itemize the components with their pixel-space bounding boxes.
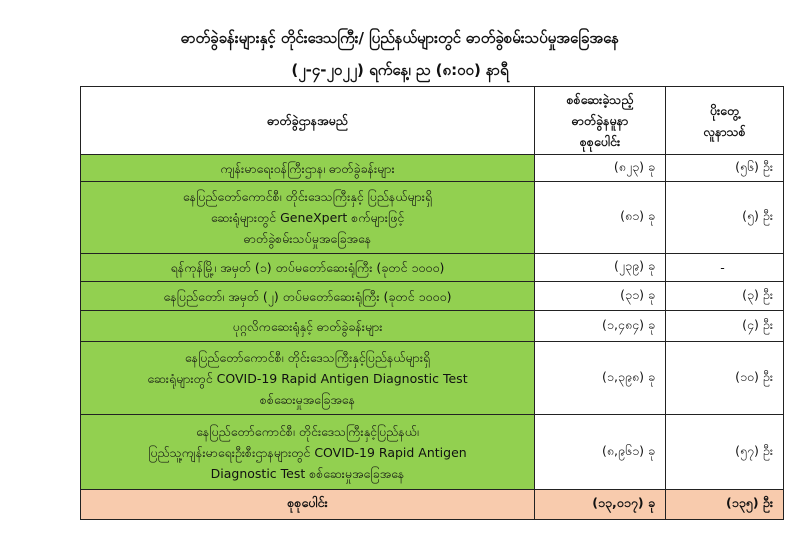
table-row (81, 311, 784, 342)
table-row (81, 342, 784, 415)
tested-count-cell: (၈၂၃) ခု (535, 155, 666, 182)
tested-count-cell: (၃၁) ခု (535, 282, 666, 311)
header-tested-samples: စစ်ဆေးခဲ့သည့် ဓာတ်ခွဲနမူနာ စုစုပေါင်း (535, 87, 666, 155)
lab-name-cell: ကျန်းမာရေးဝန်ကြီးဌာန၊ ဓာတ်ခွဲခန်းများ (81, 155, 535, 182)
tested-count-cell: (၁,၄၈၄) ခု (535, 311, 666, 342)
lab-name-cell: နေပြည်တော်ကောင်စီ၊ တိုင်းဒေသကြီးနှင့် ပြည်နယ်များရှိ ဆေးရုံများတွင် GeneXpert စက်များဖြင့် ဓာတ်ခွဲစမ်းသပ်မှုအခြေအနေ (81, 182, 535, 254)
positive-count-cell: (၃) ဦး (666, 282, 784, 311)
tested-count-cell: (၈,၉၆၁) ခု (535, 415, 666, 490)
positive-count-cell: (၅၆) ဦး (666, 155, 784, 182)
tested-count-cell: (၈၁) ခု (535, 182, 666, 254)
positive-count-cell: (၁၀) ဦး (666, 342, 784, 415)
lab-name-cell: နေပြည်တော်၊ အမှတ် (၂) တပ်မတော်ဆေးရုံကြီး (ခုတင် ၁၀၀၀) (81, 282, 535, 311)
lab-name-cell: နေပြည်တော်ကောင်စီ၊ တိုင်းဒေသကြီးနှင့်ပြည်နယ်၊ ပြည်သူ့ကျန်းမာရေးဦးစီးဌာနများတွင် COVID-19 Rapid Antigen Diagnostic Test စစ်ဆေးမှုအခြေအနေ (81, 415, 535, 490)
positive-count-cell: - (666, 254, 784, 282)
document-date-line: (၂-၄-၂၀၂၂) ရက်နေ့၊ ည (၈:၀၀) နာရီ (291, 61, 509, 79)
header-new-positive: ပိုးတွေ့ လူနာသစ် (666, 87, 784, 155)
total-positive-cell: (၁၃၅) ဦး (666, 490, 784, 520)
lab-name-cell: ရန်ကုန်မြို့၊ အမှတ် (၁) တပ်မတော်ဆေးရုံကြီး (ခုတင် ၁၀၀၀) (81, 254, 535, 282)
lab-name-cell: ပုဂ္ဂလိကဆေးရုံနှင့် ဓာတ်ခွဲခန်းများ (81, 311, 535, 342)
header-lab-name: ဓာတ်ခွဲဌာနအမည် (81, 87, 535, 155)
table-row (81, 415, 784, 490)
table-header-row (81, 87, 784, 155)
lab-name-cell: နေပြည်တော်ကောင်စီ၊ တိုင်းဒေသကြီးနှင့်ပြည်နယ်များရှိ ဆေးရုံများတွင် COVID-19 Rapid Antigen Diagnostic Test စစ်ဆေးမှုအခြေအနေ (81, 342, 535, 415)
table-row (81, 282, 784, 311)
total-label-cell: စုစုပေါင်း (81, 490, 535, 520)
positive-count-cell: (၅) ဦး (666, 182, 784, 254)
tested-count-cell: (၁,၃၉၈) ခု (535, 342, 666, 415)
positive-count-cell: (၅၇) ဦး (666, 415, 784, 490)
table-row (81, 254, 784, 282)
lab-testing-table (80, 86, 784, 520)
positive-count-cell: (၄) ဦး (666, 311, 784, 342)
table-row (81, 155, 784, 182)
total-tested-cell: (၁၃,၀၁၇) ခု (535, 490, 666, 520)
tested-count-cell: (၂၃၉) ခု (535, 254, 666, 282)
table-row (81, 182, 784, 254)
document-title: ဓာတ်ခွဲခန်းများနှင့် တိုင်းဒေသကြီး/ ပြည်နယ်များတွင် ဓာတ်ခွဲစမ်းသပ်မှုအခြေအနေ (180, 29, 620, 47)
table-total-row (81, 490, 784, 520)
